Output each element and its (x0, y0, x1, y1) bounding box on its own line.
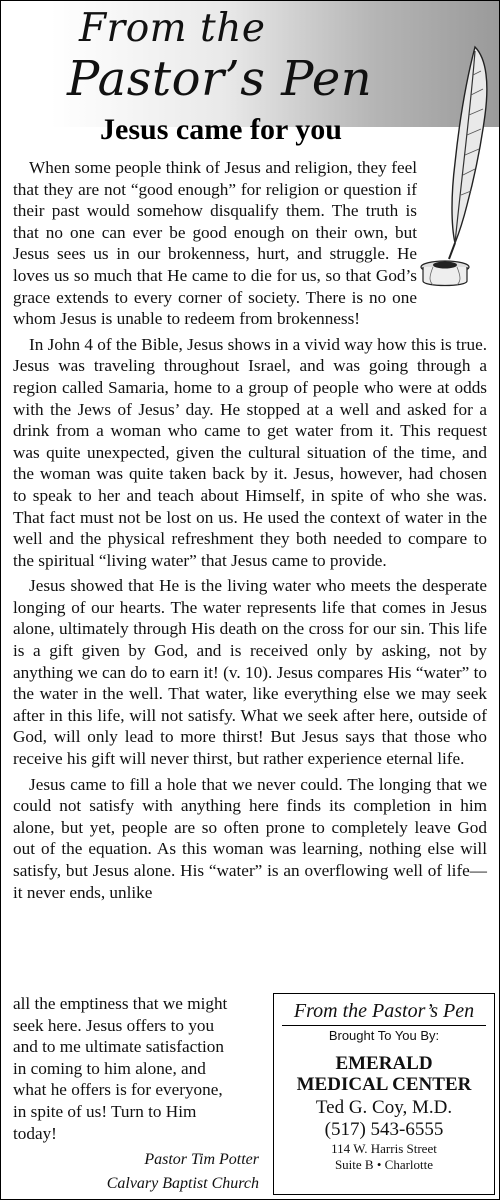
article-continuation (13, 993, 265, 1144)
ad-street: 114 W. Harris Street (331, 1141, 437, 1156)
continuation-line: in coming to him alone, and (13, 1058, 206, 1078)
paragraph-2: In John 4 of the Bible, Jesus shows in a vivid way how this is true. Jesus was traveling throughout Israel, and was going through a region called Samaria, home to a group of people who were at odds with the Jews of Jesus’ day. He stopped at a well and asked for a drink from a woman who came to get water from it. This request was quite unexpected, given the cultural situation of the time, and the woman was quite taken back by it. Jesus, however, had chosen to speak to her and teach about Himself, in spite of who she was. That fact must not be lost on us. He used the context of water in the well and the physical refreshment they both needed to compare to the spiritual “living water” that Jesus came to provide. (13, 334, 487, 570)
ad-suite: Suite B • Charlotte (334, 1157, 434, 1172)
continuation-line: today! (13, 1123, 57, 1143)
paragraph-3: Jesus showed that He is the living water who meets the desperate longing of our hearts. The water represents life that comes in Jesus alone, ultimately through His death on the cross for our sin. This life is a gift given by God, and is received only by asking, not by anything we can do to earn it! (v. 10). Jesus compares His “water” to the water in the well. That water, like everything else we may seek after in this life, will not satisfy. What we seek after here, outside of God, will only lead to more thirst! But Jesus says that those who receive his gift will never thirst, but rather experience eternal life. (13, 576, 487, 769)
paragraph-4: Jesus came to fill a hole that we never could. The longing that we could not satisfy with anything here finds its completion in him alone, but yet, people are so often prone to completely leave God out of the equation. As this woman was learning, nothing else will satisfy, but Jesus alone. His “water” is an overflowing well of life—it never ends, unlike (13, 774, 487, 902)
ad-business-name-2: MEDICAL CENTER (296, 1074, 472, 1095)
signature-name: Pastor Tim Potter (144, 1151, 259, 1168)
paragraph-1: When some people think of Jesus and religion, they feel that they are not “good enough” for religion or question if their past would somehow disqualify them. The truth is that no one can ever be good enough on their own, but Jesus sees us in our brokenness, hurt, and struggle. He loves us so much that He came to die for us, so that God’s grace extends to every corner of society. There is no one whom Jesus is unable to redeem from brokenness! (13, 158, 417, 329)
sponsor-ad-box (273, 993, 495, 1195)
ad-business-name-1: EMERALD (335, 1053, 433, 1074)
signature-church: Calvary Baptist Church (106, 1175, 259, 1192)
script-pastors-pen: Pastor’s Pen (67, 51, 373, 107)
continuation-line: and to me ultimate satisfaction (13, 1037, 224, 1057)
script-from-the: From the (79, 6, 266, 51)
ad-script-title: From the Pastor’s Pen (282, 1000, 486, 1026)
ad-doctor: Ted G. Coy, M.D. (315, 1097, 453, 1118)
continuation-line: all the emptiness that we might (13, 994, 228, 1013)
article-title: Jesus came for you (100, 113, 342, 146)
continuation-line: seek here. Jesus offers to you (13, 1015, 215, 1035)
continuation-line: what he offers is for everyone, (13, 1080, 223, 1100)
ad-phone: (517) 543-6555 (324, 1119, 444, 1140)
continuation-line: in spite of us! Turn to Him (13, 1101, 197, 1121)
article-body (13, 157, 487, 907)
ad-brought-by: Brought To You By: (328, 1028, 440, 1043)
